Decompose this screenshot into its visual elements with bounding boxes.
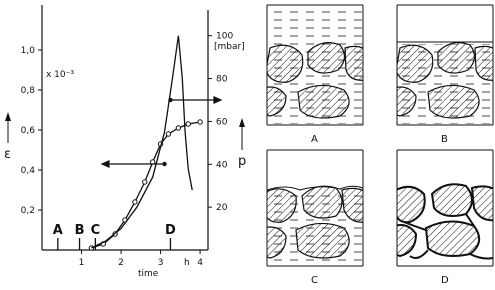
x-tick-label: 4: [197, 258, 203, 268]
series-left-point: [166, 132, 170, 136]
left-y-tick-label: 1,0: [20, 46, 35, 56]
right-axis-unit: [mbar]: [214, 42, 245, 52]
right-y-tick-label: 60: [216, 117, 228, 128]
panel-a: [264, 5, 366, 145]
strain-arrow-origin: [162, 162, 166, 166]
series-left-point: [133, 200, 137, 204]
x-tick-label: 2: [118, 258, 124, 268]
left-axis-multiplier: x 10⁻³: [46, 70, 74, 80]
panel-b: [394, 5, 495, 145]
series-left-point: [186, 122, 190, 126]
right-axis-arrowhead: [239, 118, 245, 127]
panel-label: A: [311, 134, 318, 145]
x-tick-label: 1: [78, 258, 85, 268]
left-axis-symbol: ε: [4, 147, 12, 162]
panel-label: D: [441, 275, 449, 286]
stage-marker-label: A: [52, 223, 63, 238]
series-left-line: [91, 122, 200, 248]
right-y-tick-label: 20: [216, 203, 228, 214]
strain-axis-arrowhead: [101, 160, 110, 168]
right-y-tick-label: 40: [216, 160, 228, 171]
left-y-tick-label: 0,2: [20, 206, 35, 216]
pressure-axis-arrowhead: [213, 96, 222, 104]
series-right-line: [91, 36, 192, 248]
stage-marker-label: C: [90, 223, 101, 238]
pressure-arrow-origin: [168, 98, 172, 102]
strain-pressure-chart: [4, 5, 246, 279]
right-axis-symbol: p: [238, 154, 247, 169]
series-left-point: [176, 126, 180, 130]
x-axis-title: time: [138, 269, 159, 279]
stage-marker-label: D: [165, 223, 176, 238]
panel-label: C: [311, 275, 318, 286]
left-y-tick-label: 0,8: [20, 86, 35, 96]
left-axis-arrowhead: [5, 112, 11, 121]
x-axis-unit: h: [184, 258, 190, 268]
particles: [394, 184, 495, 256]
series-left-point: [198, 120, 202, 124]
stage-marker-label: B: [74, 223, 85, 238]
x-tick-label: 3: [157, 258, 164, 268]
left-y-tick-label: 0,4: [20, 166, 35, 176]
right-y-tick-label: 80: [216, 74, 228, 85]
series-left-point: [143, 180, 147, 184]
panel-label: B: [441, 134, 448, 145]
panel-d: [394, 150, 495, 286]
panel-c: [264, 150, 366, 286]
left-y-tick-label: 0,6: [20, 126, 35, 136]
right-y-tick-label: 100: [216, 31, 234, 42]
